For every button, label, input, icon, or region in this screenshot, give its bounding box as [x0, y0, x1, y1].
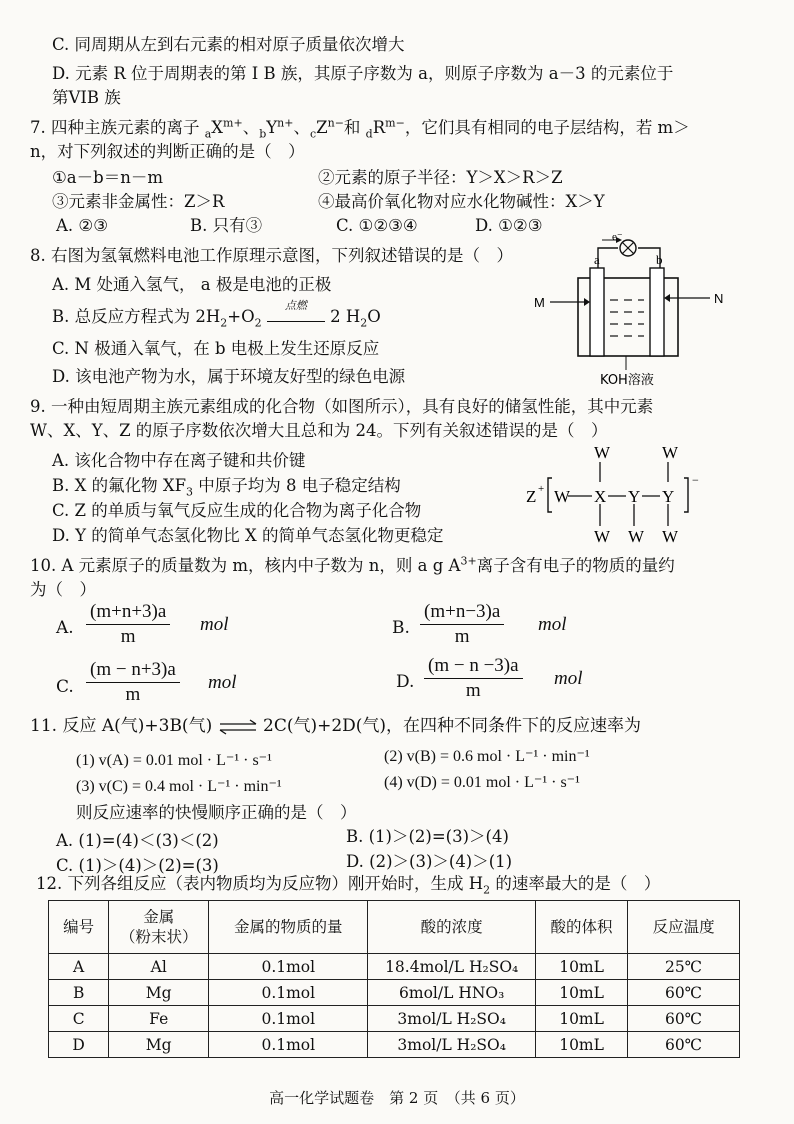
compound-structure	[524, 440, 714, 550]
atom-w-left: W	[554, 487, 571, 506]
label-b: b	[656, 252, 663, 267]
table-row: B Mg 0.1mol 6mol/L HNO₃ 10mL 60℃	[49, 980, 740, 1006]
atom-w-top-x: W	[594, 443, 611, 462]
q9-option-b: B. X 的氟化物 $XF_3$ 中原子均为 8 电子稳定结构	[52, 476, 401, 499]
q10-option-d-label: D.	[396, 672, 415, 692]
q9-option-d: D. Y 的简单气态氢化物比 X 的简单气态氢化物更稳定	[52, 526, 444, 545]
q11-rate-3: (3) v(C) = 0.4 mol · L⁻¹ · min⁻¹	[76, 778, 282, 795]
q9-option-a: A. 该化合物中存在离子键和共价键	[52, 451, 306, 470]
atom-w-bottom-y1: W	[628, 527, 645, 546]
label-koh: KOH溶液	[600, 373, 654, 388]
fuel-cell-diagram	[530, 230, 750, 390]
svg-text:+: +	[538, 483, 545, 495]
header-id: 编号	[49, 901, 109, 954]
q9-option-c: C. Z 的单质与氧气反应生成的化合物为离子化合物	[52, 501, 422, 520]
label-m: M	[534, 295, 545, 310]
q7-stem: 7. 四种主族元素的离子 $_aX^{m+}$、$_bY^{n+}$、$_cZ^{n-}$和 $_dR^{m-}$，它们具有相同的电子层结构，若 m＞	[30, 116, 690, 141]
q10-stem: 10. A 元素原子的质量数为 m，核内中子数为 n，则 a g $A^{3+}$离子含有电子的物质的量约	[30, 554, 675, 575]
header-temp: 反应温度	[628, 901, 740, 954]
header-metal: 金属 （粉末状）	[109, 901, 209, 954]
q8-option-c: C. N 极通入氧气，在 b 电极上发生还原反应	[52, 339, 380, 358]
q10-stem-cont: 为（ ）	[30, 580, 96, 599]
reaction-table	[48, 900, 740, 1058]
q10-option-d-fraction: $\frac{(m - n -3)a}{m}$	[424, 654, 523, 703]
q9-stem-cont: W、X、Y、Z 的原子序数依次增大且总和为 24。下列有关叙述错误的是（ ）	[30, 421, 608, 440]
q10-option-b-fraction: $\frac{(m+n-3)a}{m}$	[420, 600, 504, 649]
q10-option-a-label: A.	[56, 618, 74, 638]
q9-stem: 9. 一种由短周期主族元素组成的化合物（如图所示），具有良好的储氢性能，其中元素	[30, 397, 654, 416]
q7-statement-2: ②元素的原子半径：Y＞X＞R＞Z	[318, 168, 563, 187]
q11-option-c: C. (1)＞(4)＞(2)=(3)	[56, 856, 219, 875]
svg-text:−: −	[692, 473, 699, 487]
q11-rate-4: (4) v(D) = 0.01 mol · L⁻¹ · s⁻¹	[384, 774, 580, 791]
label-n: N	[714, 291, 724, 306]
q8-stem: 8. 右图为氢氧燃料电池工作原理示意图，下列叙述错误的是（ ）	[30, 246, 513, 265]
q10-option-b-unit: mol	[538, 614, 567, 635]
q11-ask: 则反应速率的快慢顺序正确的是（ ）	[76, 803, 357, 822]
q12-stem: 12. 下列各组反应（表内物质均为反应物）刚开始时，生成 $H_2$ 的速率最大的是（ ）	[36, 874, 661, 897]
atom-z: Z	[526, 487, 537, 506]
prev-option-d-cont: 第VIB 族	[52, 88, 121, 107]
q11-option-a: A. (1)=(4)＜(3)＜(2)	[56, 831, 219, 850]
header-volume: 酸的体积	[535, 901, 627, 954]
q11-option-d: D. (2)＞(3)＞(4)＞(1)	[346, 852, 513, 871]
q10-option-c-label: C.	[56, 677, 74, 697]
q8-option-b: B. 总反应方程式为 $2H_2+O_2$ 点燃 2 $H_2O$	[52, 306, 381, 328]
electron-label: e⁻	[612, 231, 623, 243]
q10-option-d-unit: mol	[554, 668, 583, 689]
q8-option-a: A. M 处通入氢气， a 极是电池的正极	[52, 275, 332, 294]
table-header-row	[49, 901, 740, 954]
q7-stem-cont: n，对下列叙述的判断正确的是（ ）	[30, 142, 305, 161]
q10-option-c-fraction: $\frac{(m - n+3)a}{m}$	[86, 658, 180, 707]
q7-statement-4: ④最高价氧化物对应水化物碱性：X＞Y	[318, 192, 605, 211]
page-footer: 高一化学试题卷 第 2 页 （共 6 页）	[269, 1089, 525, 1107]
q11-option-b: B. (1)＞(2)=(3)＞(4)	[346, 827, 509, 846]
atom-y2: Y	[662, 487, 675, 506]
header-acid: 酸的浓度	[368, 901, 536, 954]
q7-option-b: B. 只有③	[190, 216, 263, 235]
equilibrium-arrow-icon	[218, 720, 258, 734]
q11-rate-2: (2) v(B) = 0.6 mol · L⁻¹ · min⁻¹	[384, 748, 590, 765]
q8-option-d: D. 该电池产物为水，属于环境友好型的绿色电源	[52, 367, 406, 386]
electrode-a	[590, 268, 604, 356]
q10-option-a-unit: mol	[200, 614, 229, 635]
prev-option-d: D. 元素 R 位于周期表的第 I B 族，其原子序数为 a，则原子序数为 a－3 的元素位于	[52, 64, 674, 83]
atom-w-bottom-y2: W	[662, 527, 679, 546]
table-row: D Mg 0.1mol 3mol/L H₂SO₄ 10mL 60℃	[49, 1032, 740, 1058]
q7-option-c: C. ①②③④	[336, 216, 418, 235]
atom-w-top-y: W	[662, 443, 679, 462]
q10-option-c-unit: mol	[208, 672, 237, 693]
reaction-condition: 点燃	[284, 299, 307, 312]
q10-option-b-label: B.	[392, 618, 410, 638]
q11-rate-1: (1) v(A) = 0.01 mol · L⁻¹ · s⁻¹	[76, 752, 272, 769]
q11-stem: 11. 反应 A(气)+3B(气) 2C(气)+2D(气)，在四种不同条件下的反应速率为	[30, 716, 642, 736]
electrode-b	[650, 268, 664, 356]
q7-statement-3: ③元素非金属性：Z＞R	[52, 192, 225, 211]
atom-y1: Y	[628, 487, 641, 506]
header-amount: 金属的物质的量	[209, 901, 368, 954]
label-a: a	[594, 252, 600, 267]
atom-x: X	[594, 487, 607, 506]
atom-w-bottom-x: W	[594, 527, 611, 546]
table-row: C Fe 0.1mol 3mol/L H₂SO₄ 10mL 60℃	[49, 1006, 740, 1032]
q7-option-a: A. ②③	[56, 216, 108, 235]
prev-option-c: C. 同周期从左到右元素的相对原子质量依次增大	[52, 35, 405, 54]
q10-option-a-fraction: $\frac{(m+n+3)a}{m}$	[86, 600, 170, 649]
q7-statement-1: ①a－b＝n－m	[52, 168, 163, 187]
table-row: A Al 0.1mol 18.4mol/L H₂SO₄ 10mL 25℃	[49, 954, 740, 980]
q7-option-d: D. ①②③	[475, 216, 543, 235]
